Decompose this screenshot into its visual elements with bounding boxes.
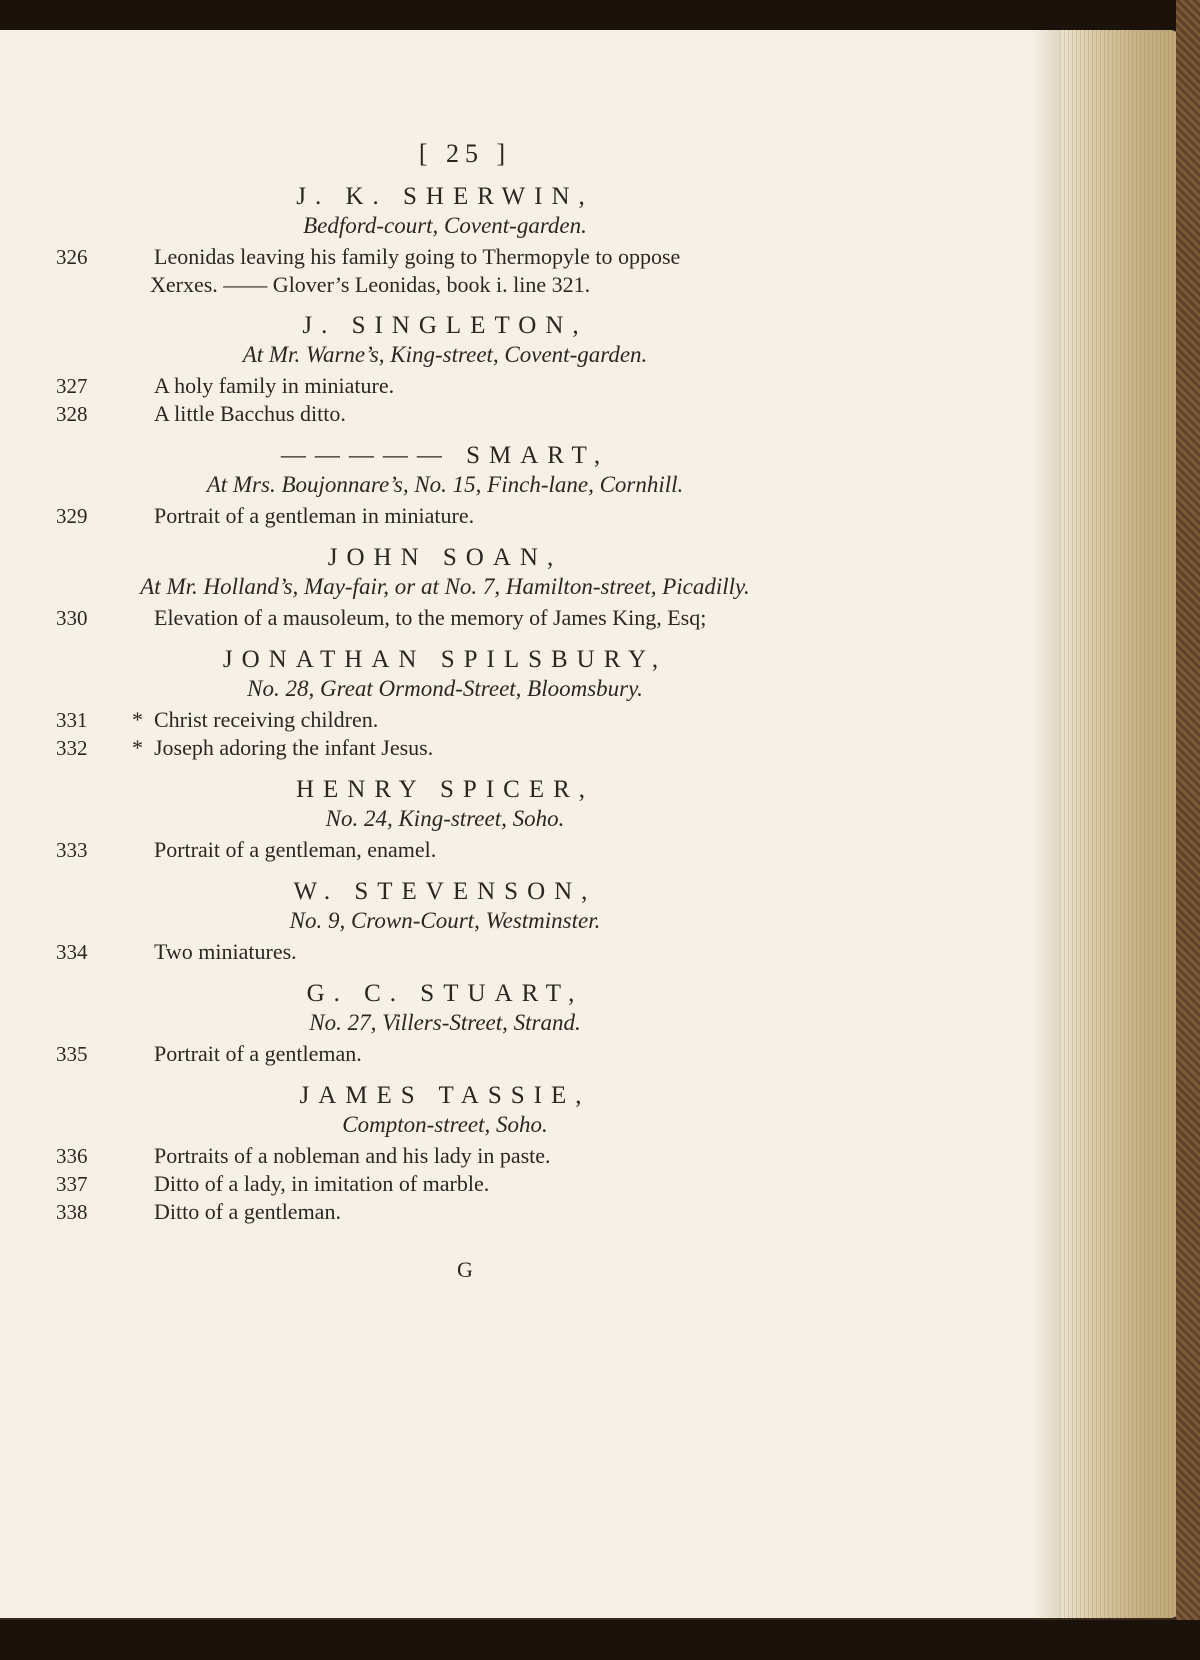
artist-entry: [50, 1082, 840, 1226]
work-title: Portrait of a gentleman in miniature.: [154, 503, 475, 528]
work-item: [50, 938, 840, 966]
work-title: Portrait of a gentleman, enamel.: [154, 837, 437, 862]
work-number: 337: [56, 1172, 88, 1196]
work-item: [50, 734, 840, 762]
artist-entry: [50, 776, 840, 864]
work-number: 328: [56, 402, 88, 426]
work-number: 327: [56, 374, 88, 398]
artist-address: No. 27, Villers-Street, Strand.: [309, 1010, 581, 1035]
artist-name: J. SINGLETON,: [302, 312, 588, 339]
artist-name: JAMES TASSIE,: [299, 1082, 591, 1109]
work-title: Elevation of a mausoleum, to the memory of James King, Esq;: [154, 605, 707, 630]
work-title: Two miniatures.: [154, 939, 297, 964]
artist-entry: [50, 442, 840, 530]
work-number: 330: [56, 606, 88, 630]
work-item: [50, 604, 840, 632]
work-title: A little Bacchus ditto.: [154, 401, 346, 426]
book-cover-top: [0, 0, 1200, 34]
work-title: Christ receiving children.: [154, 707, 379, 732]
page-number: [ 25 ]: [418, 139, 512, 168]
work-title: Ditto of a lady, in imitation of marble.: [154, 1171, 490, 1196]
artist-address: Compton-street, Soho.: [342, 1112, 548, 1137]
work-title: A holy family in miniature.: [154, 373, 395, 398]
page-shadow: [1032, 30, 1062, 1618]
book-cover-right: [1176, 0, 1200, 1660]
artist-entry: [50, 980, 840, 1068]
work-star: *: [132, 707, 143, 732]
work-item: [50, 400, 840, 428]
artist-address: No. 28, Great Ormond-Street, Bloomsbury.: [247, 676, 643, 701]
artist-entry: [50, 878, 840, 966]
book-page: [0, 30, 1180, 1618]
work-number: 332: [56, 736, 88, 760]
artist-list: [50, 183, 840, 1226]
work-item: [50, 836, 840, 864]
artist-name: ————— SMART,: [280, 442, 610, 469]
artist-name: G. C. STUART,: [306, 980, 584, 1007]
work-title: Ditto of a gentleman.: [154, 1199, 341, 1224]
book-cover-bottom: [0, 1620, 1200, 1660]
artist-name: J. K. SHERWIN,: [296, 183, 594, 210]
artist-address: No. 9, Crown-Court, Westminster.: [289, 908, 601, 933]
work-number: 329: [56, 504, 88, 528]
work-number: 326: [56, 245, 88, 269]
artist-address: Bedford-court, Covent-garden.: [303, 213, 587, 238]
work-item: [50, 271, 840, 298]
artist-name: JOHN SOAN,: [327, 544, 563, 571]
artist-entry: [50, 183, 840, 298]
work-number: 338: [56, 1200, 88, 1224]
artist-address: At Mr. Holland’s, May-fair, or at No. 7, Hamilton-street, Picadilly.: [140, 574, 750, 599]
work-number: 331: [56, 708, 88, 732]
work-number: 335: [56, 1042, 88, 1066]
artist-address: At Mr. Warne’s, King-street, Covent-garden.: [242, 342, 648, 367]
work-item: [50, 243, 840, 271]
work-item: [50, 502, 840, 530]
work-item: [50, 372, 840, 400]
work-title: Portraits of a nobleman and his lady in paste.: [154, 1143, 551, 1168]
work-item: [50, 1142, 840, 1170]
artist-address: No. 24, King-street, Soho.: [325, 806, 565, 831]
page-content: [50, 140, 840, 1283]
signature-mark: G: [457, 1257, 473, 1282]
artist-name: HENRY SPICER,: [295, 776, 595, 803]
work-number: 334: [56, 940, 88, 964]
work-item: [50, 706, 840, 734]
work-item: [50, 1170, 840, 1198]
work-number: 336: [56, 1144, 88, 1168]
work-title: Joseph adoring the infant Jesus.: [154, 735, 434, 760]
artist-entry: [50, 544, 840, 632]
artist-name: W. STEVENSON,: [293, 878, 597, 905]
work-item: [50, 1198, 840, 1226]
page-fore-edge: [1060, 30, 1180, 1618]
artist-address: At Mrs. Boujonnare’s, No. 15, Finch-lane, Cornhill.: [206, 472, 684, 497]
work-title: Xerxes. —— Glover’s Leonidas, book i. line 321.: [150, 272, 591, 297]
work-title: Portrait of a gentleman.: [154, 1041, 362, 1066]
artist-entry: [50, 312, 840, 428]
work-number: 333: [56, 838, 88, 862]
work-item: [50, 1040, 840, 1068]
artist-entry: [50, 646, 840, 762]
work-title: Leonidas leaving his family going to Thermopyle to oppose: [154, 244, 681, 269]
work-star: *: [132, 735, 143, 760]
artist-name: JONATHAN SPILSBURY,: [222, 646, 668, 673]
